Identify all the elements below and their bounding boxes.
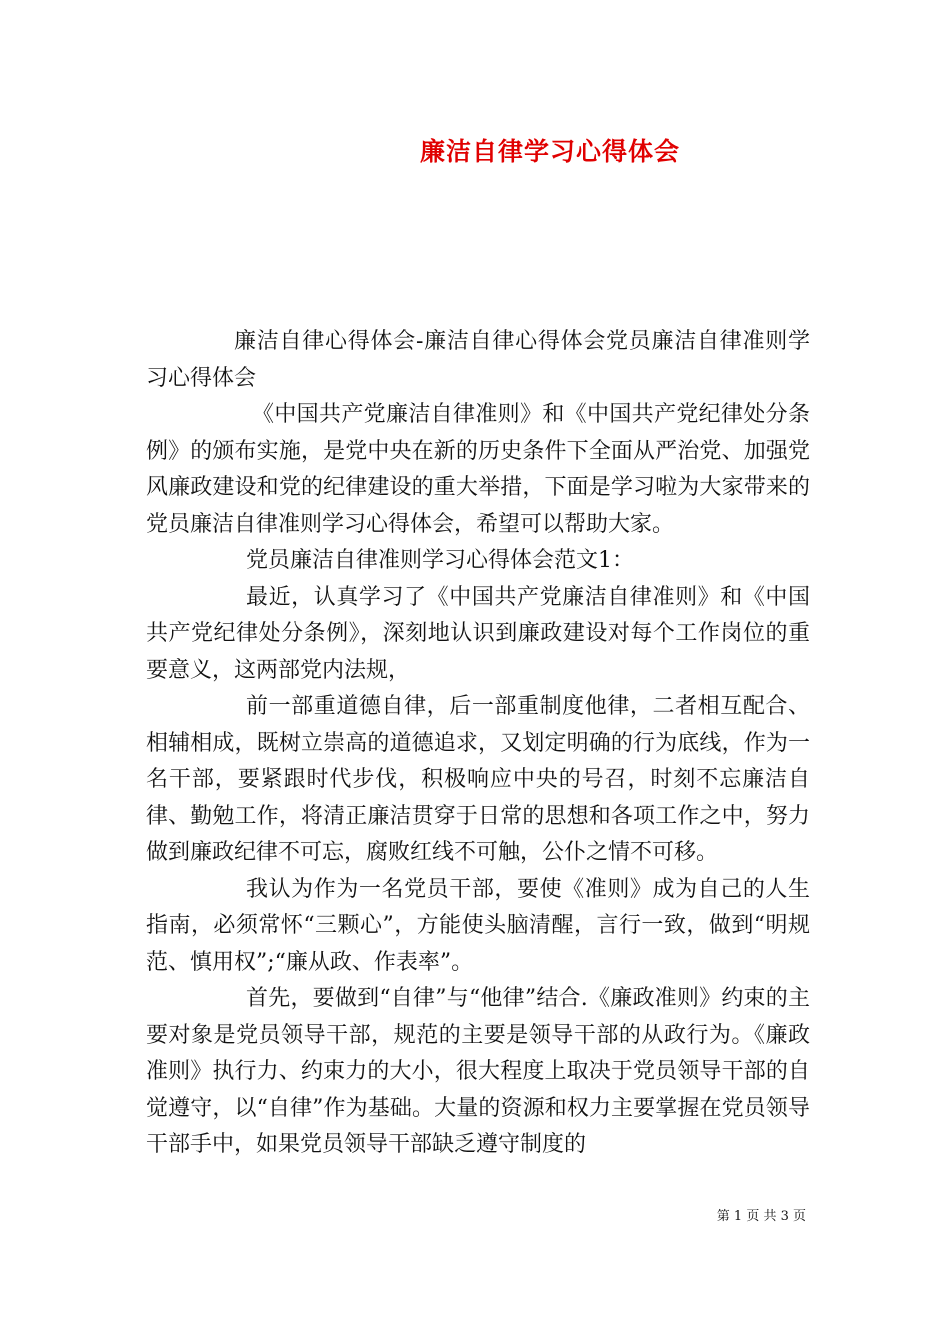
paragraph-background: 《中国共产党廉洁自律准则》和《中国共产党纪律处分条例》的颁布实施，是党中央在新的历史条件下全面从严治党、加强党风廉政建设和党的纪律建设的重大举措，下面是学习啦为大家带来的党员廉洁自律准则学习心得体会，希望可以帮助大家。 (146, 402, 810, 537)
paragraph-intro-heading: 廉洁自律心得体会-廉洁自律心得体会党员廉洁自律准则学习心得体会 (146, 329, 810, 391)
paragraph-study: 最近，认真学习了《中国共产党廉洁自律准则》和《中国共产党纪律处分条例》，深刻地认识到廉政建设对每个工作岗位的重要意义，这两部党内法规， (146, 584, 810, 683)
document-body (146, 324, 810, 1164)
page-number: 第 1 页 共 3 页 (716, 1209, 806, 1224)
paragraph-three-hearts: 我认为作为一名党员干部，要使《准则》成为自己的人生指南，必须常怀“三颗心”，方能使头脑清醒，言行一致，做到“明规范、慎用权”;“廉从政、作表率”。 (146, 876, 810, 975)
document-title: 廉洁自律学习心得体会 (419, 137, 680, 166)
paragraph-sample-heading: 党员廉洁自律准则学习心得体会范文1： (246, 548, 634, 573)
paragraph-self-discipline: 前一部重道德自律，后一部重制度他律，二者相互配合、相辅相成，既树立崇高的道德追求，又划定明确的行为底线，作为一名干部，要紧跟时代步伐，积极响应中央的号召，时刻不忘廉洁自律、勤勉工作，将清正廉洁贯穿于日常的思想和各项工作之中，努力做到廉政纪律不可忘，腐败红线不可触，公仆之情不可移。 (146, 694, 810, 865)
paragraph-first-point: 首先，要做到“自律”与“他律”结合.《廉政准则》约束的主要对象是党员领导干部，规范的主要是领导干部的从政行为。《廉政准则》执行力、约束力的大小，很大程度上取决于党员领导干部的自觉遵守，以“自律”作为基础。大量的资源和权力主要掌握在党员领导干部手中，如果党员领导干部缺乏遵守制度的 (146, 986, 810, 1157)
